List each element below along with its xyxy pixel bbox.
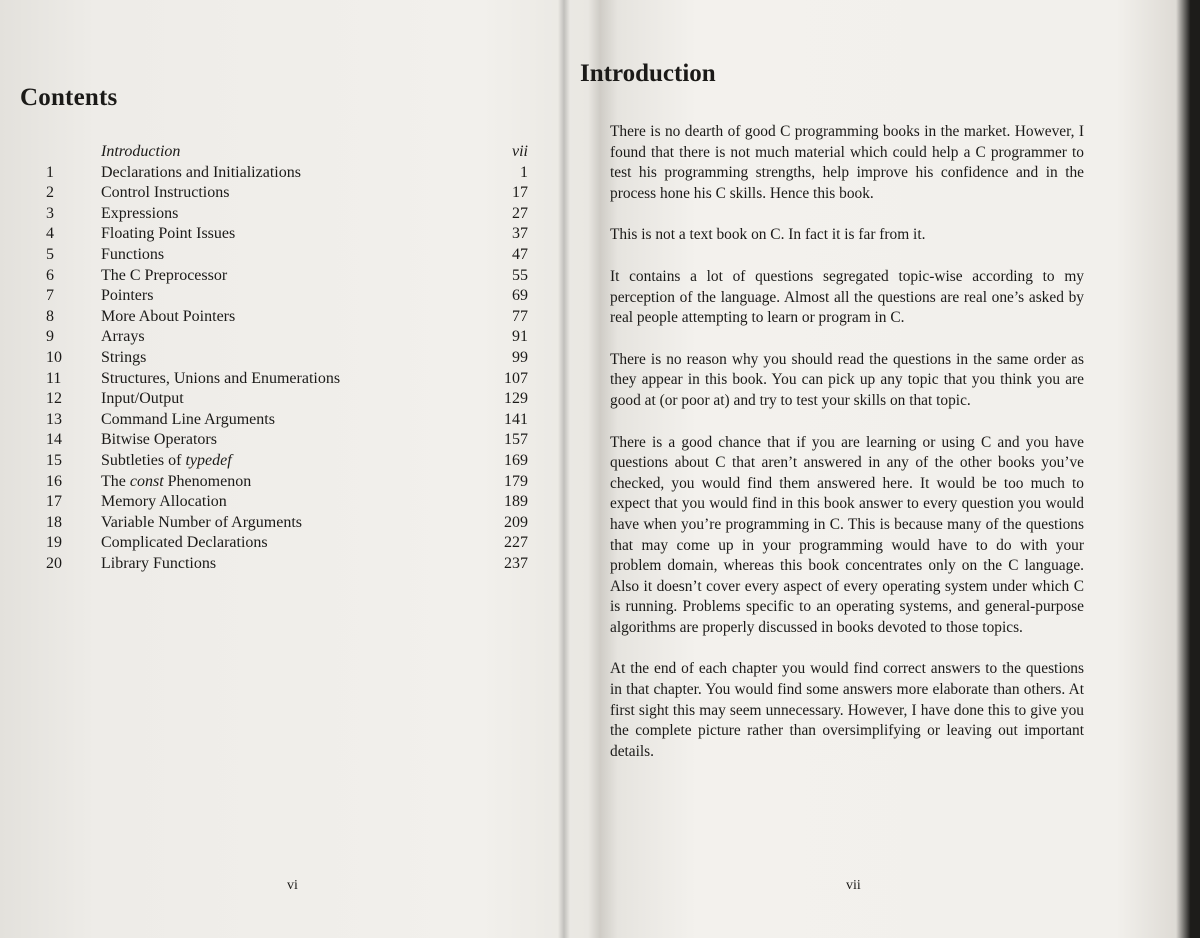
- introduction-page: [566, 0, 1186, 938]
- toc-chapter-title: Declarations and Initializations: [101, 163, 301, 181]
- page-number-right: vii: [846, 878, 861, 893]
- toc-page-number: 179: [504, 472, 528, 490]
- toc-entry: [0, 451, 540, 472]
- toc-chapter-number: 9: [46, 328, 54, 346]
- toc-page-number: 107: [504, 369, 528, 387]
- intro-paragraph: It contains a lot of questions segregated topic-wise according to my perception of the language. Almost all the questions are real one’s asked by real people attempting to learn or program in C.: [610, 267, 1084, 327]
- toc-entry: [0, 369, 540, 390]
- toc-chapter-title: Command Line Arguments: [101, 410, 275, 428]
- intro-paragraph: There is no dearth of good C programming books in the market. However, I found that there is not much material which could help a C programmer to test his programming strengths, help improve his confidence and in the process hone his C skills. Hence this book.: [610, 123, 1084, 202]
- toc-chapter-number: 18: [46, 513, 62, 531]
- toc-chapter-number: 2: [46, 184, 54, 202]
- toc-chapter-title: Arrays: [101, 328, 145, 346]
- toc-page-number: 27: [512, 204, 528, 222]
- toc-chapter-title: More About Pointers: [101, 307, 236, 325]
- toc-title-keyword: const: [129, 472, 164, 490]
- toc-page-number: 157: [504, 431, 528, 449]
- toc-chapter-number: 20: [46, 554, 62, 572]
- toc-entry: [0, 430, 540, 451]
- toc-entry: [0, 348, 540, 369]
- toc-entry: [0, 183, 540, 204]
- intro-paragraph: There is no reason why you should read the questions in the same order as they appear in this book. You can pick up any topic that you think you are good at (or poor at) and try to test your skills on that topic.: [610, 350, 1084, 409]
- toc-chapter-title: Expressions: [101, 204, 179, 222]
- toc-chapter-number: 6: [46, 266, 54, 284]
- toc-title-keyword: typedef: [185, 451, 232, 469]
- toc-chapter-title: Bitwise Operators: [101, 431, 217, 449]
- toc-page-number: 47: [512, 245, 528, 263]
- toc-chapter-title: Control Instructions: [101, 184, 230, 202]
- toc-entry: [0, 533, 540, 554]
- toc-chapter-title: [101, 472, 251, 493]
- toc-chapter-number: 15: [46, 451, 62, 469]
- toc-chapter-number: 8: [46, 307, 54, 325]
- toc-chapter-title: Variable Number of Arguments: [101, 513, 302, 531]
- toc-chapter-number: 3: [46, 204, 54, 222]
- toc-chapter-title: Memory Allocation: [101, 493, 227, 511]
- toc-page-number: 91: [512, 328, 528, 346]
- toc-chapter-title: Introduction: [101, 143, 181, 160]
- toc-chapter-number: 11: [46, 369, 62, 387]
- page-number-left: vi: [287, 878, 298, 893]
- toc-chapter-number: 19: [46, 534, 62, 552]
- toc-entry: [0, 492, 540, 513]
- toc-entry: [0, 513, 540, 534]
- toc-chapter-title: Library Functions: [101, 554, 217, 572]
- toc-chapter-number: 12: [46, 390, 62, 408]
- toc-title-text: Subtleties of: [101, 451, 186, 469]
- toc-page-number: 189: [504, 493, 528, 511]
- intro-paragraph: This is not a text book on C. In fact it is far from it.: [610, 226, 926, 244]
- toc-entry: [0, 204, 540, 225]
- toc-page-number: 37: [512, 225, 528, 243]
- toc-chapter-number: 17: [46, 493, 62, 511]
- toc-page-number: 99: [512, 348, 528, 366]
- toc-chapter-title: Strings: [101, 348, 147, 366]
- toc-page-number: 141: [504, 410, 528, 428]
- toc-chapter-number: 5: [46, 245, 54, 263]
- toc-entry: [0, 163, 540, 184]
- toc-page-number: 129: [504, 390, 528, 408]
- toc-entry: [0, 410, 540, 431]
- toc-chapter-number: 16: [46, 472, 62, 490]
- toc-page-number: vii: [512, 143, 528, 160]
- toc-entry: [0, 307, 540, 328]
- toc-chapter-title: The C Preprocessor: [101, 266, 228, 284]
- toc-page-number: 227: [504, 534, 528, 552]
- contents-page: [0, 0, 560, 938]
- toc-chapter-title: Floating Point Issues: [101, 225, 236, 243]
- intro-paragraph: There is a good chance that if you are learning or using C and you have questions about C that aren’t answered in any of the other books you’ve checked, you would find them answered here. It would be too much to expect that you would find in this book answer to every question you would have when you’re programming in C. This is because many of the questions that may come up in your programming would have to do with your problem domain, whereas this book concentrates only on the C language. Also it doesn’t cover every aspect of every operating system under which C is running. Problems specific to an operating systems, and general-purpose algorithms are properly discussed in books devoted to those topics.: [610, 433, 1084, 636]
- toc-entry: [0, 327, 540, 348]
- toc-page-number: 1: [520, 163, 528, 181]
- toc-page-number: 209: [504, 513, 528, 531]
- toc-page-number: 55: [512, 266, 528, 284]
- toc-title-text: Phenomenon: [163, 472, 252, 490]
- toc-chapter-number: 4: [46, 225, 54, 243]
- toc-chapter-title: Complicated Declarations: [101, 534, 268, 552]
- toc-entry: [0, 142, 540, 163]
- toc-page-number: 69: [512, 287, 528, 305]
- toc-chapter-title: Functions: [101, 245, 165, 263]
- toc-chapter-title: [101, 451, 232, 472]
- toc-page-number: 237: [504, 554, 528, 572]
- toc-chapter-title: Pointers: [101, 287, 154, 305]
- toc-page-number: 169: [504, 451, 528, 469]
- toc-title-text: The: [101, 472, 130, 490]
- toc-chapter-title: Input/Output: [101, 390, 184, 408]
- contents-heading: Contents: [20, 84, 118, 111]
- introduction-heading: Introduction: [580, 60, 716, 87]
- toc-chapter-number: 10: [46, 348, 62, 366]
- toc-entry: [0, 554, 540, 575]
- toc-entry: [0, 472, 540, 493]
- toc-chapter-number: 13: [46, 410, 62, 428]
- intro-paragraph: At the end of each chapter you would find correct answers to the questions in that chapter. You would find some answers more elaborate than others. At first sight this may seem unnecessary. However, I have done this to give you the complete picture rather than oversimplifying or leaving out important details.: [610, 660, 1084, 760]
- toc-entry: [0, 389, 540, 410]
- toc-entry: [0, 224, 540, 245]
- toc-page-number: 77: [512, 307, 528, 325]
- toc-entry: [0, 266, 540, 287]
- toc-entry: [0, 245, 540, 266]
- introduction-body: [610, 122, 1084, 783]
- toc-entry: [0, 286, 540, 307]
- table-of-contents: [0, 142, 540, 574]
- toc-chapter-number: 14: [46, 431, 62, 449]
- toc-chapter-number: 7: [46, 287, 54, 305]
- toc-page-number: 17: [512, 184, 528, 202]
- toc-chapter-number: 1: [46, 163, 54, 181]
- toc-chapter-title: Structures, Unions and Enumerations: [101, 369, 341, 387]
